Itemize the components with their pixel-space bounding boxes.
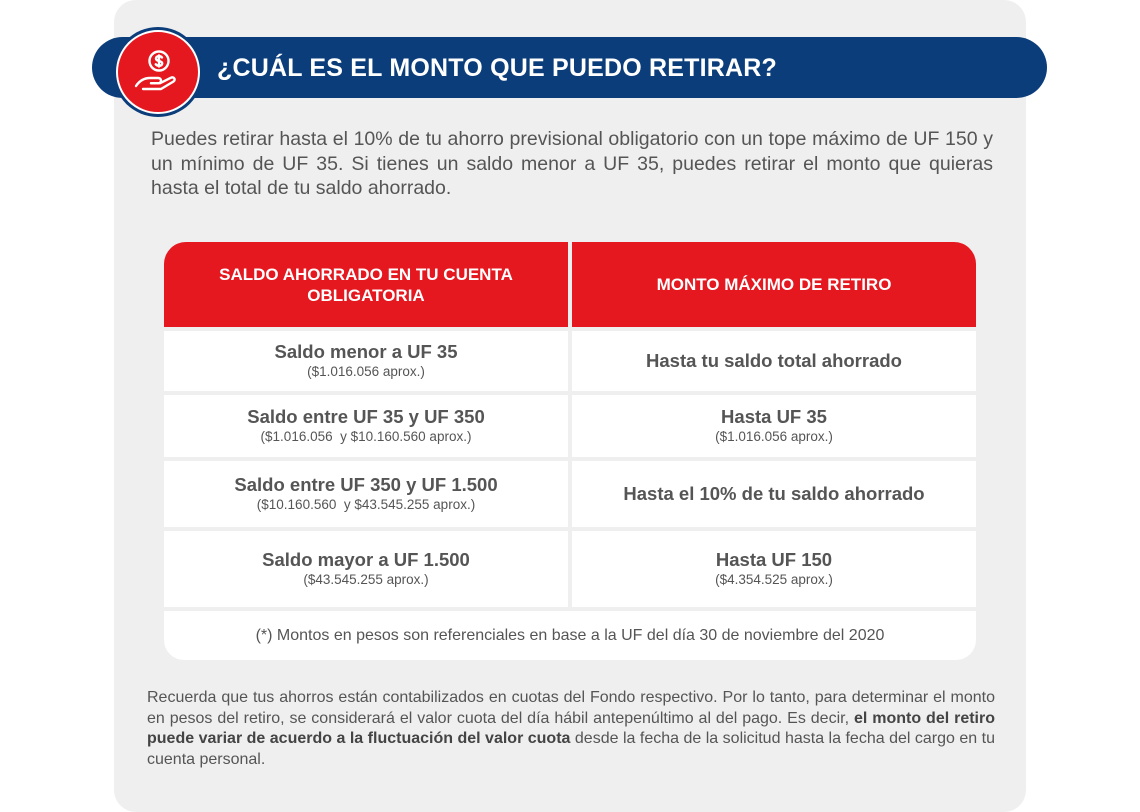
table-cell-saldo (164, 531, 568, 607)
column-header-saldo: SALDO AHORRADO EN TU CUENTA OBLIGATORIA (164, 242, 568, 327)
table-cell-monto (572, 395, 976, 457)
cell-main-text: Saldo entre UF 35 y UF 350 (247, 406, 485, 427)
column-header-monto: MONTO MÁXIMO DE RETIRO (572, 242, 976, 327)
closing-text: Recuerda que tus ahorros están contabilizados en cuotas del Fondo respectivo. Por lo tanto, para determinar el monto en pesos del retiro, se considerará el valor cuota del día hábil antepenúltimo al del pago. Es decir, (147, 689, 995, 727)
page-title: ¿CUÁL ES EL MONTO QUE PUEDO RETIRAR? (217, 54, 778, 82)
cell-main-text: Hasta el 10% de tu saldo ahorrado (623, 483, 925, 504)
closing-text-end: desde la fecha de la solicitud hasta la fecha del cargo en tu cuenta personal. (147, 730, 995, 768)
table-cell-saldo (164, 331, 568, 391)
cell-sub-text: ($43.545.255 aprox.) (303, 572, 429, 587)
table-cell-monto (572, 531, 976, 607)
cell-main-text: Saldo menor a UF 35 (274, 341, 458, 362)
cell-main-text: Hasta UF 150 (715, 549, 833, 570)
closing-paragraph (147, 688, 995, 770)
withdrawal-table (164, 242, 976, 660)
cell-main-text: Hasta UF 35 (721, 406, 827, 427)
cell-main-text: Saldo entre UF 350 y UF 1.500 (234, 474, 498, 495)
cell-main-text: Hasta tu saldo total ahorrado (646, 350, 902, 371)
table-cell-monto (572, 331, 976, 391)
table-cell-monto (572, 461, 976, 527)
cell-sub-text: ($1.016.056 aprox.) (307, 364, 425, 379)
cell-sub-text: ($1.016.056 aprox.) (715, 429, 833, 444)
intro-paragraph: Puedes retirar hasta el 10% de tu ahorro previsional obligatorio con un tope máximo de UF 150 y un mínimo de UF 35. Si tienes un saldo menor a UF 35, puedes retirar el monto que quieras hasta el total de tu saldo ahorrado. (151, 128, 993, 199)
table-cell-saldo (164, 395, 568, 457)
closing-bold-text: el monto del retiro puede variar de acuerdo a la fluctuación del valor cuota (147, 709, 995, 747)
table-footnote: (*) Montos en pesos son referenciales en base a la UF del día 30 de noviembre del 2020 (164, 611, 976, 660)
table-cell-saldo (164, 461, 568, 527)
cell-sub-text: ($4.354.525 aprox.) (715, 572, 833, 587)
cell-sub-text: ($10.160.560 y $43.545.255 aprox.) (256, 497, 476, 512)
cell-sub-text: ($1.016.056 y $10.160.560 aprox.) (260, 429, 472, 444)
hand-money-icon (116, 30, 200, 114)
cell-main-text: Saldo mayor a UF 1.500 (262, 549, 470, 570)
